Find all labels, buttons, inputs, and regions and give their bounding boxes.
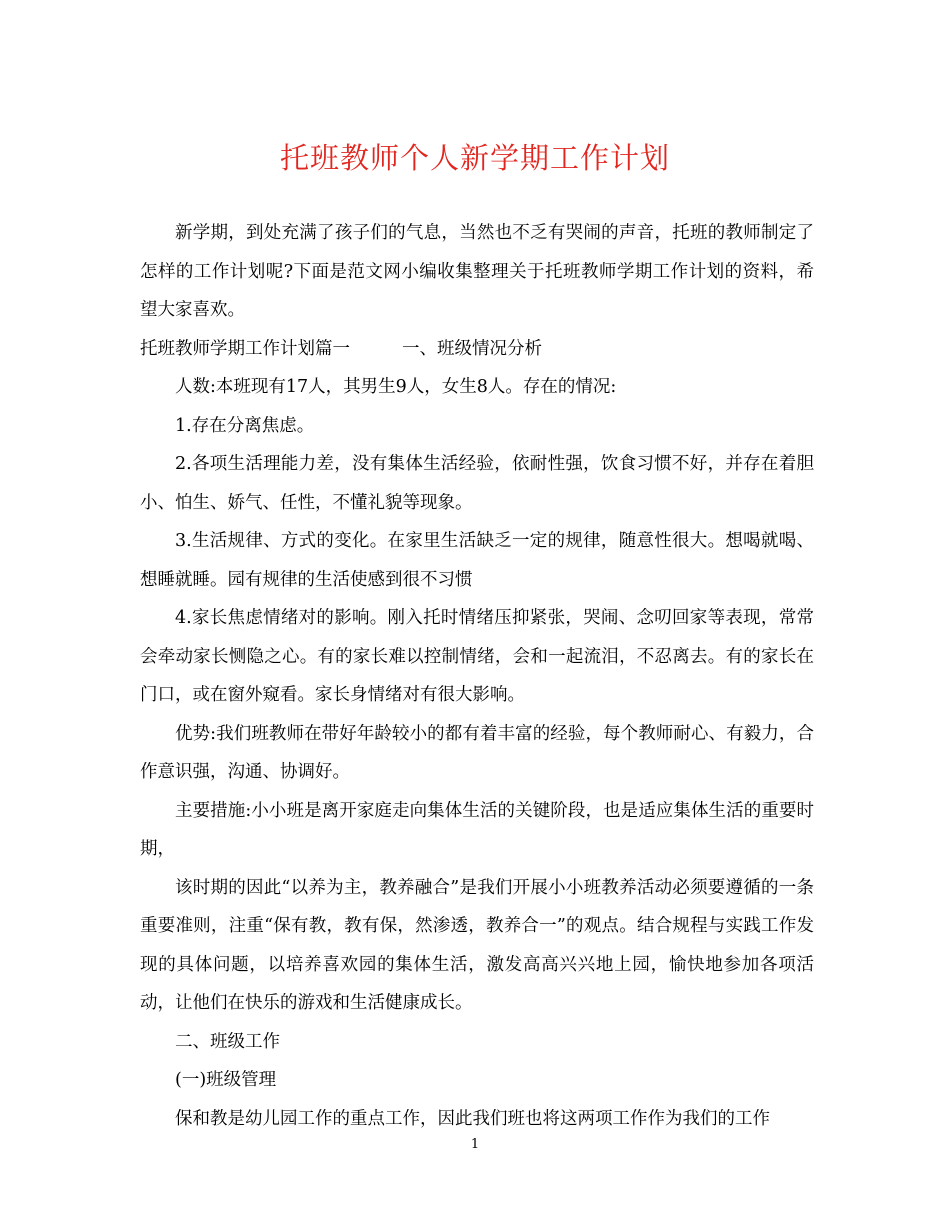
paragraph-plan-heading bbox=[140, 330, 814, 369]
section-heading-class-analysis: 一、班级情况分析 bbox=[402, 338, 542, 359]
paragraph-care-education: 保和教是幼儿园工作的重点工作，因此我们班也将这两项工作作为我们的工作 bbox=[175, 1108, 770, 1129]
plan-part-title: 托班教师学期工作计划篇一 bbox=[140, 338, 350, 359]
document-title: 托班教师个人新学期工作计划 bbox=[279, 141, 670, 175]
section-heading-class-work: 二、班级工作 bbox=[175, 1031, 280, 1052]
paragraph-main-measures: 主要措施:小小班是离开家庭走向集体生活的关键阶段，也是适应集体生活的重要时期， bbox=[140, 800, 814, 859]
paragraph-item-4: 4.家长焦虑情绪对的影响。刚入托时情绪压抑紧张，哭闹、念叨回家等表现，常常会牵动家长恻隐之心。有的家长难以控制情绪，会和一起流泪，不忍离去。有的家长在门口，或在窗外窥看。家长身情绪对有很大影响。 bbox=[140, 608, 814, 705]
paragraph-item-3: 3.生活规律、方式的变化。在家里生活缺乏一定的规律，随意性很大。想喝就喝、想睡就睡。园有规律的生活使感到很不习惯 bbox=[140, 531, 814, 590]
subheading-class-management: (一)班级管理 bbox=[175, 1070, 277, 1090]
document-body bbox=[140, 214, 814, 1138]
page-number: 1 bbox=[470, 1137, 480, 1152]
paragraph-class-count: 人数:本班现有17人，其男生9人，女生8人。存在的情况: bbox=[175, 377, 617, 397]
paragraph-advantages: 优势:我们班教师在带好年龄较小的都有着丰富的经验，每个教师耐心、有毅力，合作意识强，沟通、协调好。 bbox=[140, 723, 814, 782]
paragraph-item-2: 2.各项生活理能力差，没有集体生活经验，依耐性强，饮食习惯不好，并存在着胆小、怕生、娇气、任性，不懂礼貌等现象。 bbox=[140, 454, 814, 513]
paragraph-period-principle: 该时期的因此“以养为主，教养融合”是我们开展小小班教养活动必须要遵循的一条重要准则，注重“保有教，教有保，然渗透，教养合一”的观点。结合规程与实践工作发现的具体问题，以培养喜欢园的集体生活，激发高高兴兴地上园，愉快地参加各项活动，让他们在快乐的游戏和生活健康成长。 bbox=[140, 877, 814, 1013]
paragraph-intro: 新学期，到处充满了孩子们的气息，当然也不乏有哭闹的声音，托班的教师制定了怎样的工作计划呢?下面是范文网小编收集整理关于托班教师学期工作计划的资料，希望大家喜欢。 bbox=[140, 223, 814, 320]
paragraph-item-1: 1.存在分离焦虑。 bbox=[175, 415, 315, 436]
